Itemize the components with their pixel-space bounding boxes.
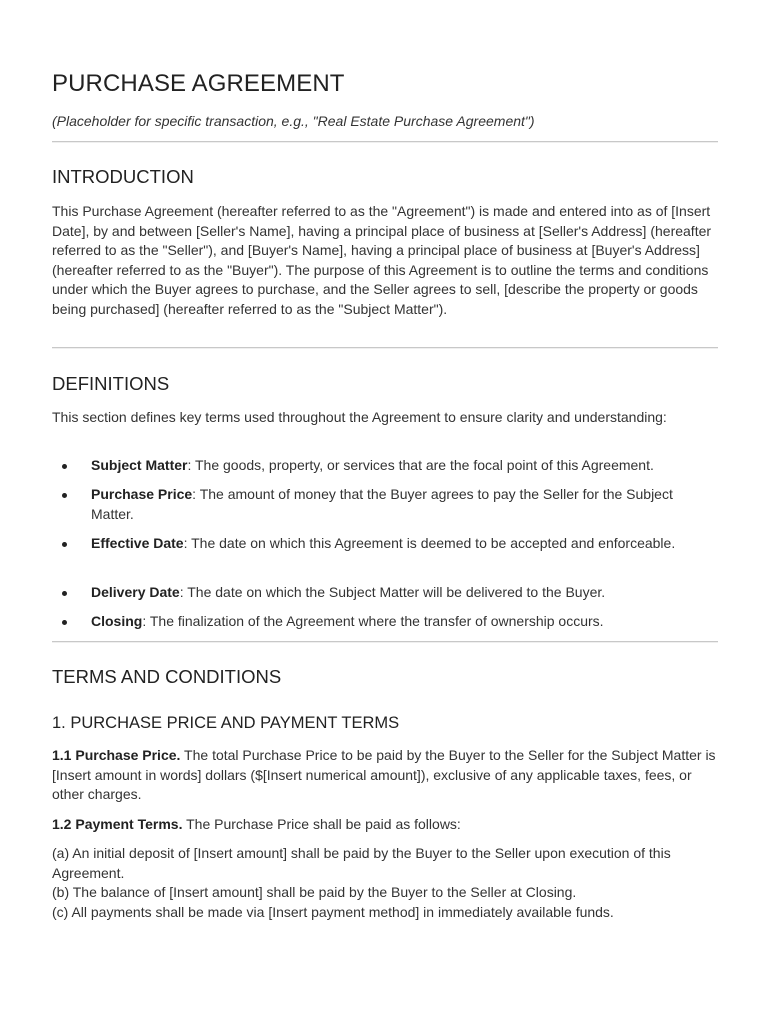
definitions-intro: This section defines key terms used throughout the Agreement to ensure clarity and understanding:: [52, 409, 667, 425]
definition-description: : The finalization of the Agreement where the transfer of ownership occurs.: [142, 613, 604, 629]
bullet-icon: [62, 620, 67, 625]
definition-text: [91, 534, 718, 554]
clause-1-1: [52, 746, 718, 805]
document-subtitle: (Placeholder for specific transaction, e.g., "Real Estate Purchase Agreement"): [52, 113, 535, 129]
section-divider: [52, 347, 718, 349]
section-divider: [52, 641, 718, 643]
clause-1-2-text: The Purchase Price shall be paid as follows:: [182, 816, 461, 832]
definition-text: [91, 583, 718, 603]
payment-item-c: (c) All payments shall be made via [Insert payment method] in immediately available funds.: [52, 903, 614, 920]
definition-description: : The amount of money that the Buyer agrees to pay the Seller for the Subject Matter.: [91, 486, 673, 522]
bullet-icon: [62, 591, 67, 596]
definition-description: : The date on which the Subject Matter will be delivered to the Buyer.: [179, 584, 606, 600]
payment-item-b: (b) The balance of [Insert amount] shall be paid by the Buyer to the Seller at Closing.: [52, 884, 577, 900]
clause-1-2-label: 1.2 Payment Terms.: [52, 816, 183, 832]
definition-term: Effective Date: [91, 535, 184, 551]
section-divider: [52, 141, 718, 143]
bullet-icon: [62, 464, 67, 469]
definition-term: Closing: [91, 613, 143, 629]
document-title: PURCHASE AGREEMENT: [52, 70, 345, 97]
bullet-icon: [62, 542, 67, 547]
definition-term: Purchase Price: [91, 486, 193, 502]
definition-description: : The date on which this Agreement is deemed to be accepted and enforceable.: [183, 535, 676, 551]
section-1-heading: 1. PURCHASE PRICE AND PAYMENT TERMS: [52, 714, 400, 732]
bullet-icon: [62, 493, 67, 498]
definition-text: [91, 456, 718, 476]
definition-term: Delivery Date: [91, 584, 180, 600]
payment-item-a: (a) An initial deposit of [Insert amount] shall be paid by the Buyer to the Seller upon execution of this Agreement.: [52, 845, 671, 881]
payment-schedule: [52, 844, 718, 922]
clause-1-1-label: 1.1 Purchase Price.: [52, 747, 181, 763]
definitions-heading: DEFINITIONS: [52, 373, 170, 394]
clause-1-1-text: The total Purchase Price to be paid by the Buyer to the Seller for the Subject Matter is [Insert amount in words] dollars ($[Insert numerical amount]), exclusive of any applicable taxes, fees, or other charges.: [52, 747, 716, 802]
terms-heading: TERMS AND CONDITIONS: [52, 666, 282, 687]
definition-term: Subject Matter: [91, 457, 188, 473]
introduction-body: This Purchase Agreement (hereafter referred to as the "Agreement") is made and entered into as of [Insert Date], by and between [Seller's Name], having a principal place of business at [Seller's Address] (hereafter referred to as the "Seller"), and [Buyer's Name], having a principal place of business at [Buyer's Address] (hereafter referred to as the "Buyer"). The purpose of this Agreement is to outline the terms and conditions under which the Buyer agrees to purchase, and the Seller agrees to sell, [describe the property or goods being purchased] (hereafter referred to as the "Subject Matter").: [52, 203, 712, 317]
definition-text: [91, 612, 718, 632]
introduction-heading: INTRODUCTION: [52, 166, 194, 187]
definition-description: : The goods, property, or services that are the focal point of this Agreement.: [187, 457, 654, 473]
clause-1-2: [52, 815, 718, 835]
definition-text: [91, 485, 718, 524]
